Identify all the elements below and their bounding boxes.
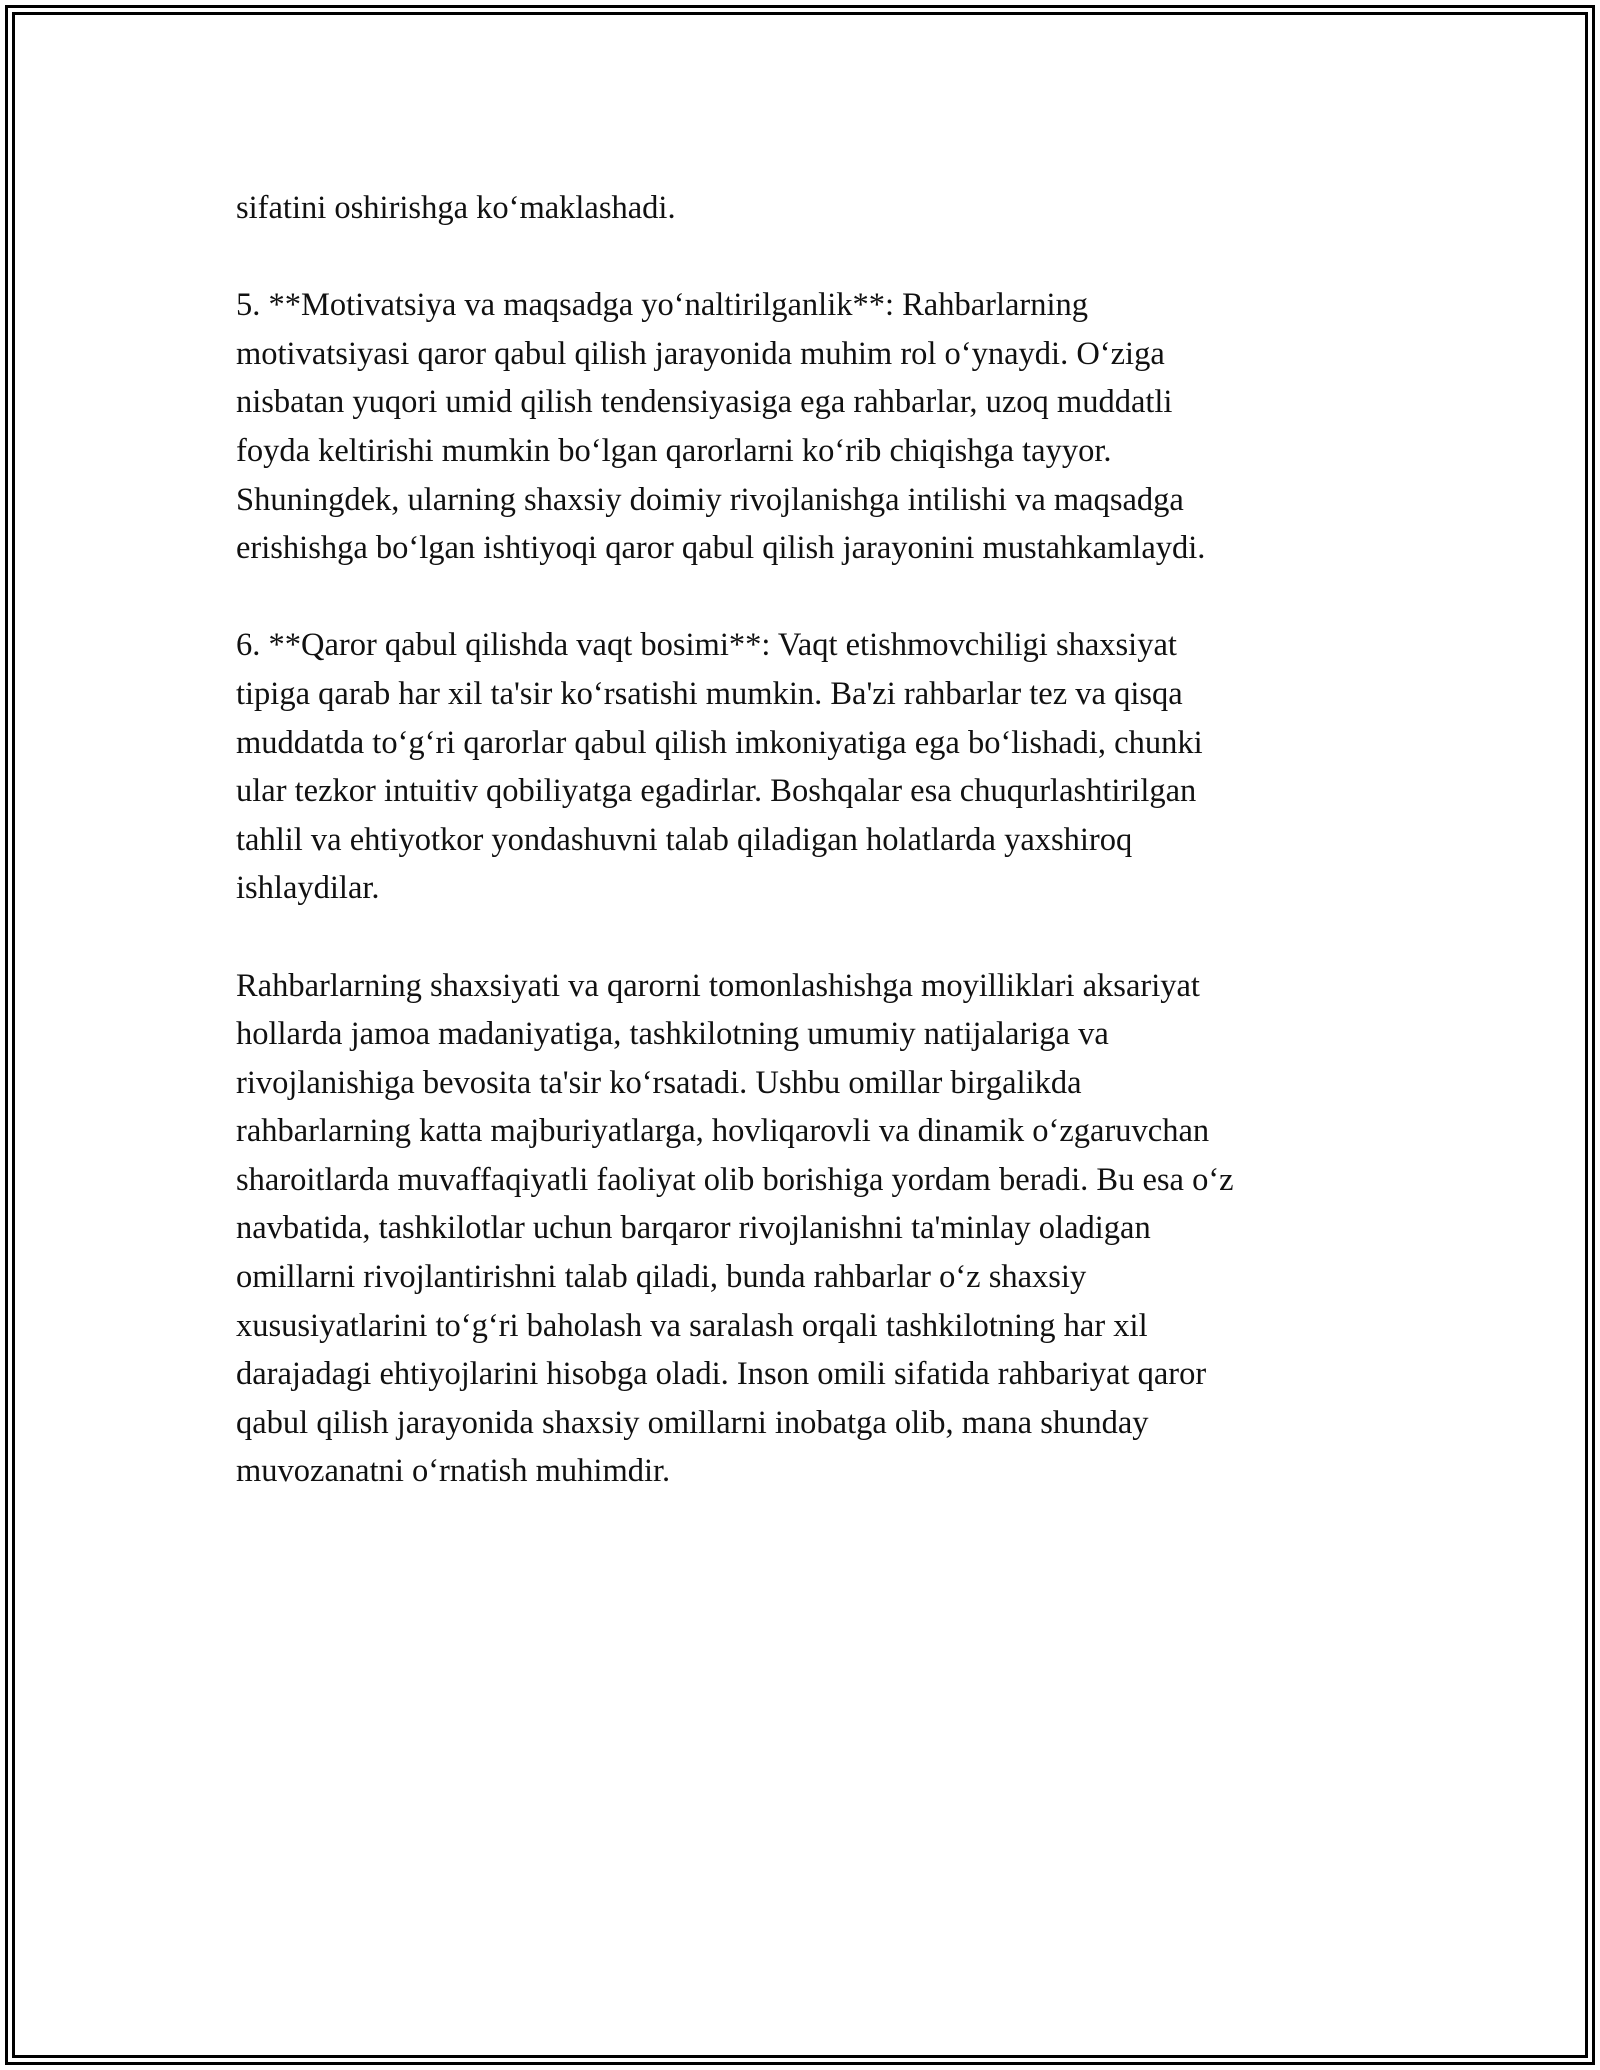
text-line: qabul qilish jarayonida shaxsiy omillarni inobatga olib, mana shunday (236, 1404, 1149, 1441)
paragraph-motivation (236, 281, 1386, 573)
text-line: muddatda to‘g‘ri qarorlar qabul qilish imkoniyatiga ega bo‘lishadi, chunki (236, 724, 1203, 761)
text-line: Shuningdek, ularning shaxsiy doimiy rivojlanishga intilishi va maqsadga (236, 481, 1184, 518)
text-line: motivatsiyasi qaror qabul qilish jarayonida muhim rol o‘ynaydi. O‘ziga (236, 335, 1165, 372)
document-body (236, 184, 1386, 1545)
text-line: 6. **Qaror qabul qilishda vaqt bosimi**: Vaqt etishmovchiligi shaxsiyat (236, 627, 1177, 664)
text-line: darajadagi ehtiyojlarini hisobga oladi. Inson omili sifatida rahbariyat qaror (236, 1356, 1207, 1393)
text-line: Rahbarlarning shaxsiyati va qarorni tomonlashishga moyilliklari aksariyat (236, 967, 1200, 1004)
text-line: xususiyatlarini to‘g‘ri baholash va saralash orqali tashkilotning har xil (236, 1307, 1148, 1344)
text-line: sharoitlarda muvaffaqiyatli faoliyat olib borishiga yordam beradi. Bu esa o‘z (236, 1161, 1234, 1198)
text-line: foyda keltirishi mumkin bo‘lgan qarorlarni ko‘rib chiqishga tayyor. (236, 432, 1112, 469)
paragraph-time-pressure (236, 621, 1386, 913)
text-line: tipiga qarab har xil ta'sir ko‘rsatishi mumkin. Ba'zi rahbarlar tez va qisqa (236, 675, 1183, 712)
text-line: navbatida, tashkilotlar uchun barqaror rivojlanishni ta'minlay oladigan (236, 1210, 1151, 1247)
text-line: sifatini oshirishga ko‘maklashadi. (236, 190, 676, 226)
text-line: omillarni rivojlantirishni talab qiladi, bunda rahbarlar o‘z shaxsiy (236, 1259, 1087, 1296)
text-line: hollarda jamoa madaniyatiga, tashkilotning umumiy natijalariga va (236, 1016, 1109, 1053)
text-line: nisbatan yuqori umid qilish tendensiyasiga ega rahbarlar, uzoq muddatli (236, 384, 1173, 421)
paragraph-conclusion (236, 962, 1386, 1497)
text-line: muvozanatni o‘rnatish muhimdir. (236, 1453, 671, 1490)
text-line: ishlaydilar. (236, 870, 380, 907)
text-line: tahlil va ehtiyotkor yondashuvni talab qiladigan holatlarda yaxshiroq (236, 821, 1133, 858)
text-line: 5. **Motivatsiya va maqsadga yo‘naltirilganlik**: Rahbarlarning (236, 287, 1089, 324)
paragraph-continuation (236, 184, 1386, 233)
text-line: rahbarlarning katta majburiyatlarga, hovliqarovli va dinamik o‘zgaruvchan (236, 1113, 1210, 1150)
text-line: ular tezkor intuitiv qobiliyatga egadirlar. Boshqalar esa chuqurlashtirilgan (236, 773, 1197, 810)
text-line: erishishga bo‘lgan ishtiyoqi qaror qabul qilish jarayonini mustahkamlaydi. (236, 530, 1206, 567)
text-line: rivojlanishiga bevosita ta'sir ko‘rsatadi. Ushbu omillar birgalikda (236, 1064, 1082, 1101)
